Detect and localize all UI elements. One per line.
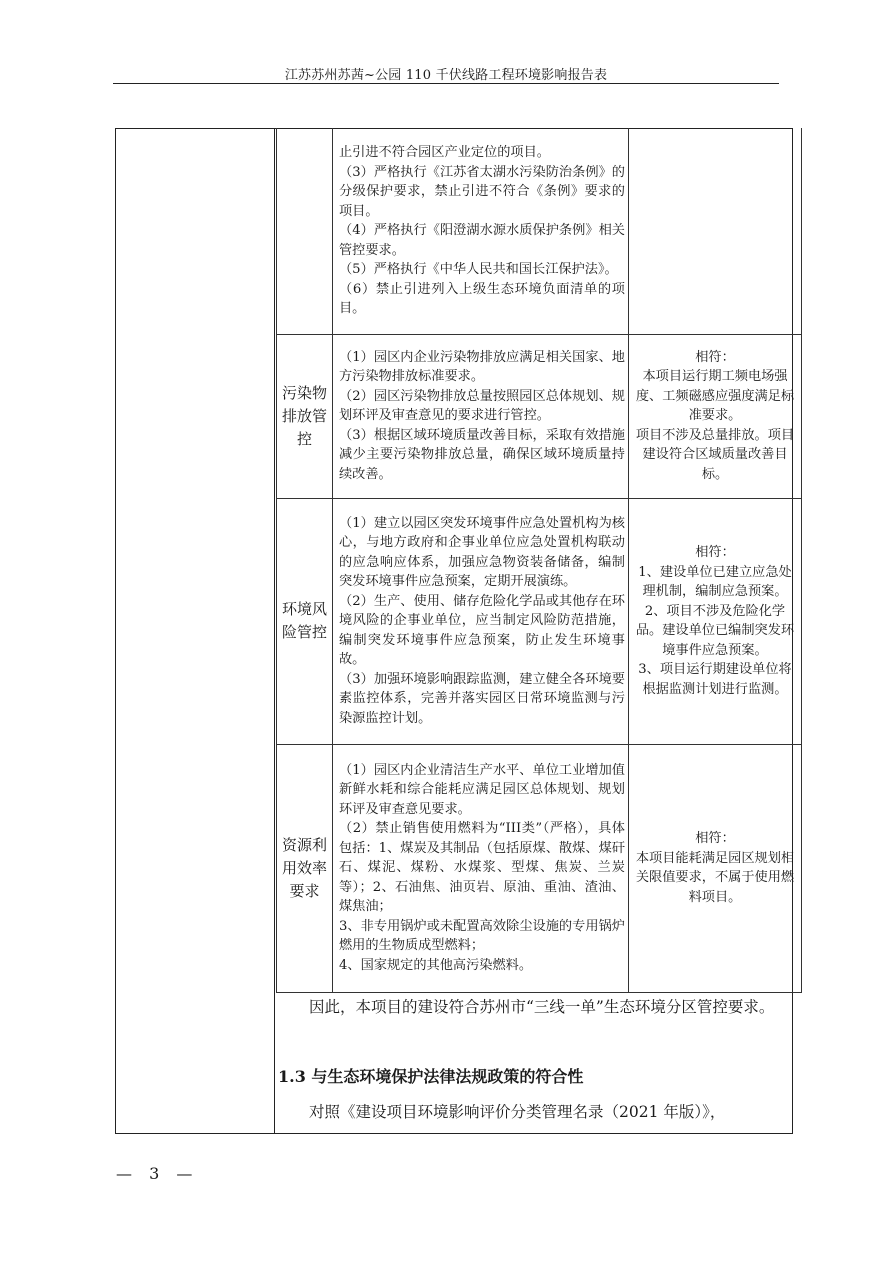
table-row (277, 128, 802, 334)
result-text: 相符： (695, 349, 735, 365)
category-cell: 资源利用效率要求 (277, 744, 333, 992)
header-rule (113, 83, 779, 84)
result-text: 项目不涉及总量排放。项目建设符合区域质量改善目标。 (635, 427, 795, 482)
page-header: 江苏苏州苏茜~公园 110 千伏线路工程环境影响报告表 (284, 68, 608, 83)
category-cell (277, 128, 333, 334)
section-title: 1.3 与生态环境保护法律法规政策的符合性 (278, 1067, 584, 1086)
requirement-text: （6）禁止引进列入上级生态环境负面清单的项目。 (339, 281, 625, 316)
requirement-text: （2）生产、使用、储存危险化学品或其他存在环境风险的企事业单位，应当制定风险防范措施，编制突发环境事件应急预案，防止发生环境事故。 (339, 593, 625, 668)
zone-control-table (276, 128, 802, 993)
result-cell (629, 128, 802, 334)
requirement-cell (333, 128, 629, 334)
result-cell (629, 334, 802, 498)
requirement-text: （3）加强环境影响跟踪监测，建立健全各环境要素监控体系，完善并落实园区日常环境监测与污染源监控计划。 (339, 671, 625, 726)
requirement-text: （1）建立以园区突发环境事件应急处置机构为核心，与地方政府和企事业单位应急处置机构联动的应急响应体系，加强应急物资装备储备，编制突发环境事件应急预案，定期开展演练。 (339, 515, 625, 590)
requirement-text: （1）园区内企业清洁生产水平、单位工业增加值新鲜水耗和综合能耗应满足园区总体规划、规划环评及审查意见要求。 (339, 762, 625, 817)
requirement-cell (333, 498, 629, 744)
result-cell (629, 498, 802, 744)
outer-table-divider (274, 128, 275, 1134)
page-number: — 3 — (116, 1164, 199, 1183)
table-row (277, 744, 802, 992)
requirement-text: （1）园区内企业污染物排放应满足相关国家、地方污染物排放标准要求。 (339, 349, 625, 385)
requirement-text: 止引进不符合园区产业定位的项目。 (339, 145, 550, 160)
result-text: 1、建设单位已建立应急处理机制，编制应急预案。 (638, 564, 792, 599)
table-row (277, 498, 802, 744)
category-cell: 污染物排放管控 (277, 334, 333, 498)
requirement-cell (333, 334, 629, 498)
table-row (277, 334, 802, 498)
result-cell (629, 744, 802, 992)
result-text: 相符： (695, 545, 735, 560)
requirement-text: （4）严格执行《阳澄湖水源水质保护条例》相关管控要求。 (339, 223, 625, 258)
result-text: 3、项目运行期建设单位将根据监测计划进行监测。 (638, 662, 792, 697)
requirement-text: 3、非专用锅炉或未配置高效除尘设施的专用锅炉燃用的生物质成型燃料； (339, 918, 625, 954)
result-text: 相符： (695, 831, 735, 846)
requirement-cell (333, 744, 629, 992)
requirement-text: （3）严格执行《江苏省太湖水污染防治条例》的分级保护要求，禁止引进不符合《条例》要求的项目。 (339, 164, 625, 219)
requirement-text: （3）根据区域环境质量改善目标，采取有效措施减少主要污染物排放总量，确保区域环境质量持续改善。 (339, 427, 625, 482)
requirement-text: （5）严格执行《中华人民共和国长江保护法》。 (339, 262, 618, 277)
result-text: 本项目运行期工频电场强度、工频磁感应强度满足标准要求。 (635, 369, 795, 424)
requirement-text: 4、国家规定的其他高污染燃料。 (339, 957, 533, 973)
requirement-text: （2）园区污染物排放总量按照园区总体规划、规划环评及审查意见的要求进行管控。 (339, 388, 625, 424)
conclusion-paragraph: 因此，本项目的建设符合苏州市“三线一单”生态环境分区管控要求。 (309, 998, 775, 1016)
next-paragraph: 对照《建设项目环境影响评价分类管理名录（2021 年版）》， (309, 1103, 726, 1121)
category-cell: 环境风险管控 (277, 498, 333, 744)
requirement-text: （2）禁止销售使用燃料为“III类”（严格），具体包括：1、煤炭及其制品（包括原煤、散煤、煤矸石、煤泥、煤粉、水煤浆、型煤、焦炭、兰炭等）；2、石油焦、油页岩、原油、重油、渣油、煤焦油； (339, 821, 625, 915)
result-text: 2、项目不涉及危险化学品。建设单位已编制突发环境事件应急预案。 (635, 603, 795, 658)
result-text: 本项目能耗满足园区规划相关限值要求，不属于使用燃料项目。 (635, 850, 795, 905)
